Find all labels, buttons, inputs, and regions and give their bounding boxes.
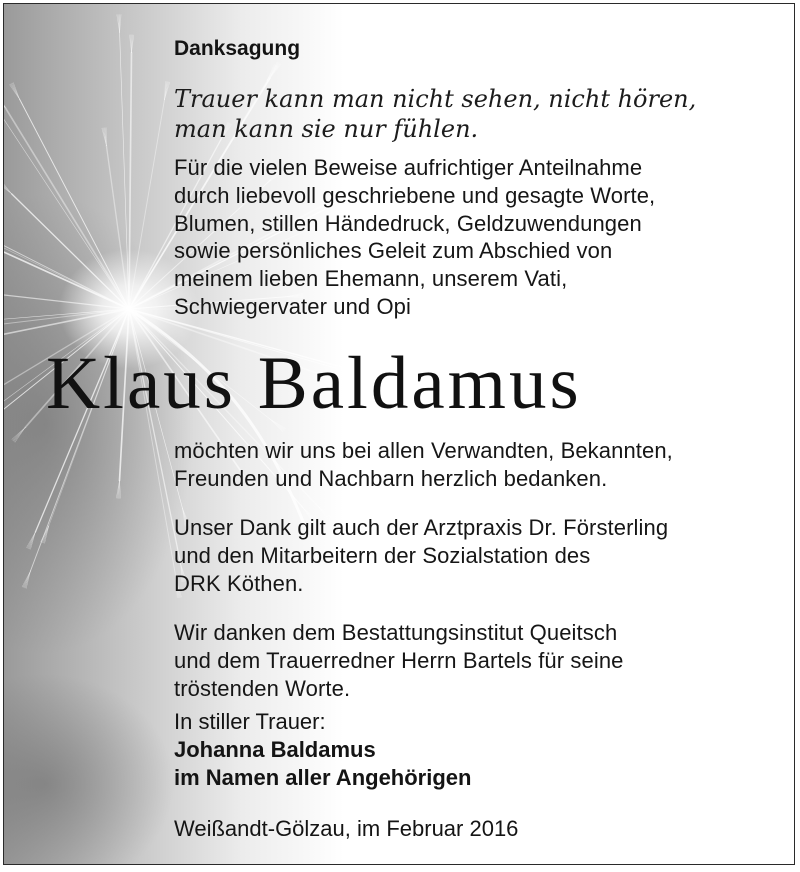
- text-line: Blumen, stillen Händedruck, Geldzuwendungen: [174, 210, 655, 238]
- text-line: Unser Dank gilt auch der Arztpraxis Dr. Försterling: [174, 514, 668, 542]
- text-line: Schwiegervater und Opi: [174, 293, 655, 321]
- text-line: DRK Köthen.: [174, 570, 668, 598]
- text-line: meinem lieben Ehemann, unserem Vati,: [174, 265, 655, 293]
- notice-motto: [174, 84, 696, 144]
- place-date: Weißandt-Gölzau, im Februar 2016: [174, 815, 518, 843]
- doctor-paragraph: [174, 514, 668, 597]
- text-line: Freunden und Nachbarn herzlich bedanken.: [174, 465, 673, 493]
- text-line: Wir danken dem Bestattungsinstitut Queitsch: [174, 619, 624, 647]
- text-line: tröstenden Worte.: [174, 675, 624, 703]
- signature-family: im Namen aller Angehörigen: [174, 764, 471, 792]
- text-line: und dem Trauerredner Herrn Bartels für seine: [174, 647, 624, 675]
- obituary-notice: [3, 3, 795, 865]
- signature-name: Johanna Baldamus: [174, 736, 471, 764]
- funeral-paragraph: [174, 619, 624, 702]
- signature-intro: In stiller Trauer:: [174, 708, 471, 736]
- text-line: sowie persönliches Geleit zum Abschied von: [174, 237, 655, 265]
- motto-line: man kann sie nur fühlen.: [174, 114, 696, 144]
- notice-heading: Danksagung: [174, 37, 300, 61]
- motto-line: Trauer kann man nicht sehen, nicht hören,: [174, 84, 696, 114]
- text-line: Für die vielen Beweise aufrichtiger Anteilnahme: [174, 154, 655, 182]
- text-line: und den Mitarbeitern der Sozialstation des: [174, 542, 668, 570]
- signature-block: [174, 708, 471, 791]
- text-line: durch liebevoll geschriebene und gesagte Worte,: [174, 182, 655, 210]
- deceased-name: Klaus Baldamus: [46, 339, 582, 429]
- intro-paragraph: [174, 154, 655, 321]
- text-line: möchten wir uns bei allen Verwandten, Bekannten,: [174, 437, 673, 465]
- thanks-paragraph: [174, 437, 673, 493]
